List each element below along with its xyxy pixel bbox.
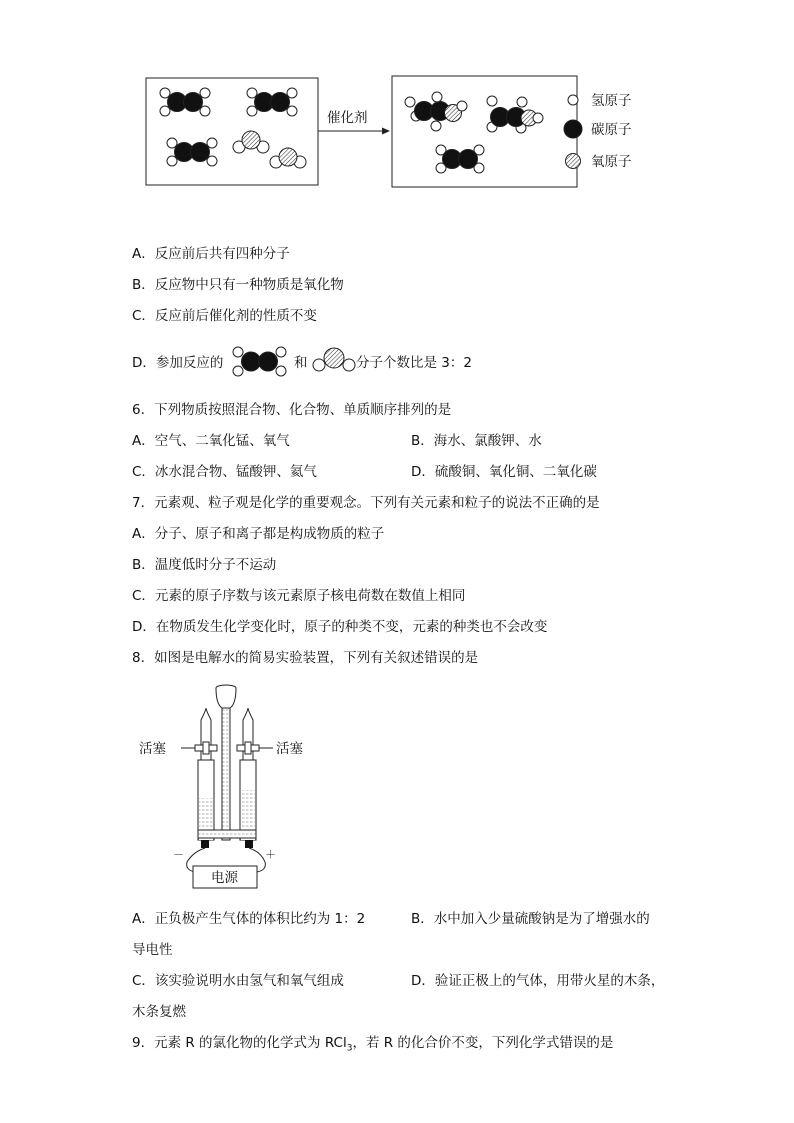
q8-option-b-line1: B．水中加入少量硫酸钠是为了增强水的 — [411, 911, 650, 927]
q8-option-d-line2: 木条复燃 — [132, 1004, 186, 1020]
legend-carbon: 碳原子 — [591, 122, 632, 138]
carbon-atom-icon — [564, 120, 582, 138]
oxygen-atom-icon — [566, 154, 581, 169]
q5-option-d-prefix: D．参加反应的 — [132, 355, 224, 371]
q6-stem: 6．下列物质按照混合物、化合物、单质顺序排列的是 — [132, 402, 452, 418]
q8-stem: 8．如图是电解水的简易实验装置，下列有关叙述错误的是 — [132, 650, 479, 666]
legend-hydrogen: 氢原子 — [591, 93, 632, 109]
stopcock-left-label: 活塞 — [139, 741, 166, 757]
q6-option-d: D．硫酸铜、氧化铜、二氧化碳 — [411, 464, 597, 480]
q5-option-c: C．反应前后催化剂的性质不变 — [132, 308, 317, 324]
power-label: 电源 — [211, 870, 238, 886]
q5-option-d-suffix: 分子个数比是 3：2 — [356, 355, 472, 371]
q7-option-d: D．在物质发生化学变化时，原子的种类不变，元素的种类也不会改变 — [132, 619, 548, 635]
q6-option-b: B．海水、氯酸钾、水 — [411, 433, 542, 449]
q9-stem-prefix: 9．元素 R 的氯化物的化学式为 RCl — [132, 1035, 347, 1051]
q8-option-b-line2: 导电性 — [132, 942, 173, 958]
q5-option-d-and: 和 — [294, 355, 308, 371]
q5-option-b: B．反应物中只有一种物质是氧化物 — [132, 277, 344, 293]
q9-stem-suffix: ，若 R 的化合价不变，下列化学式错误的是 — [352, 1035, 614, 1051]
q8-option-d-line1: D．验证正极上的气体，用带火星的木条， — [411, 973, 665, 989]
stopcock-right-label: 活塞 — [276, 741, 303, 757]
q7-option-b: B．温度低时分子不运动 — [132, 557, 277, 573]
ethylene-molecule-icon — [230, 343, 290, 381]
reaction-diagram — [140, 72, 660, 194]
q7-option-a: A．分子、原子和离子都是构成物质的粒子 — [132, 526, 385, 542]
water-molecule-icon — [312, 346, 356, 376]
q8-option-c: C．该实验说明水由氢气和氧气组成 — [132, 973, 344, 989]
q7-stem: 7．元素观、粒子观是化学的重要观念。下列有关元素和粒子的说法不正确的是 — [132, 495, 600, 511]
plus-sign: ＋ — [265, 848, 276, 861]
q6-option-c: C．冰水混合物、锰酸钾、氦气 — [132, 464, 317, 480]
q8-option-a: A．正负极产生气体的体积比约为 1：2 — [132, 911, 366, 927]
products-box — [392, 76, 577, 187]
q9-stem — [132, 1034, 613, 1058]
q6-option-a: A．空气、二氧化锰、氧气 — [132, 433, 290, 449]
catalyst-label: 催化剂 — [327, 110, 368, 126]
legend — [564, 93, 632, 170]
q9-stem-subscript: 3 — [346, 1043, 353, 1054]
q5-option-a: A．反应前后共有四种分子 — [132, 246, 290, 262]
q7-option-c: C．元素的原子序数与该元素原子核电荷数在数值上相同 — [132, 588, 466, 604]
electrolysis-apparatus-diagram — [135, 680, 335, 892]
legend-oxygen: 氧原子 — [591, 154, 632, 170]
minus-sign: － — [173, 848, 184, 861]
hydrogen-atom-icon — [568, 95, 578, 105]
